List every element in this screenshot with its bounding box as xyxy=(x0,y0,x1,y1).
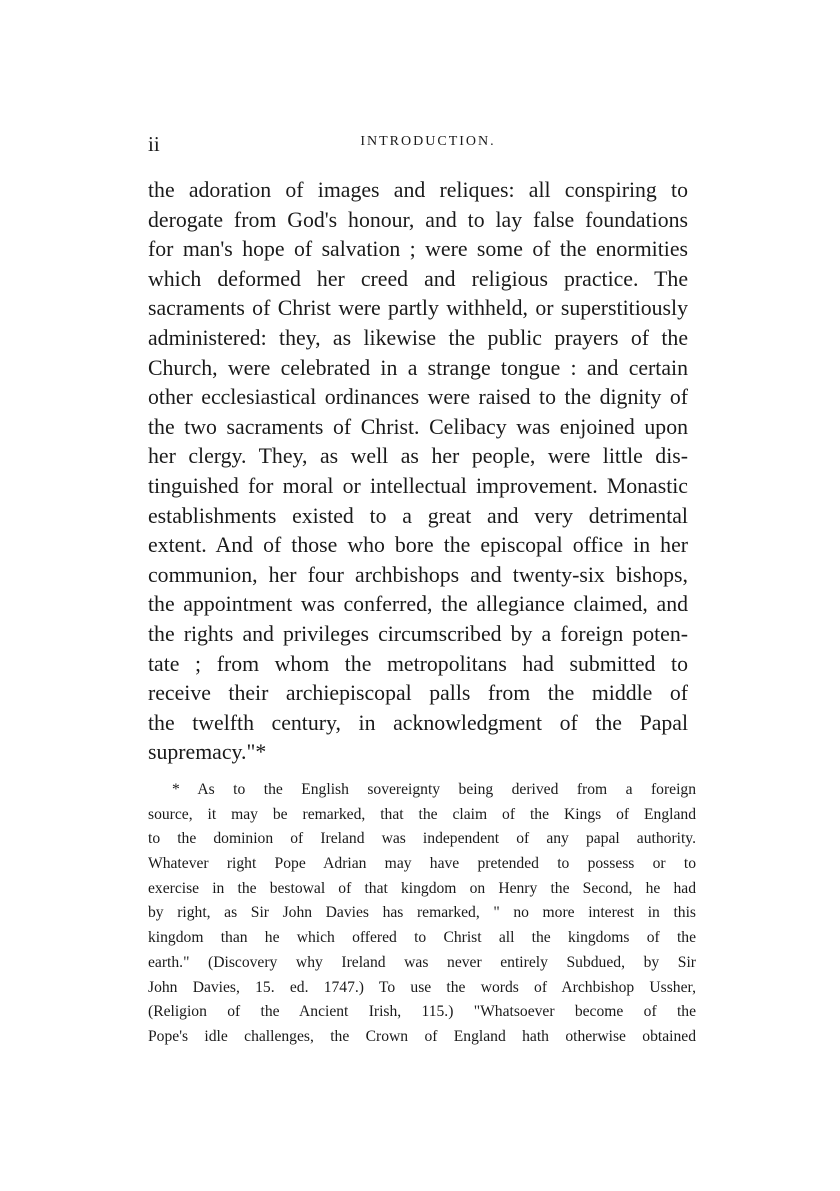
footnote-line: John Davies, 15. ed. 1747.) To use the words of Archbishop Ussher, xyxy=(148,978,696,996)
body-line: for man's hope of salvation ; were some of the enormities xyxy=(148,237,688,262)
body-line: the two sacraments of Christ. Celibacy was enjoined upon xyxy=(148,414,688,439)
footnote-line: source, it may be remarked, that the claim of the Kings of England xyxy=(148,805,696,823)
body-line: the appointment was conferred, the allegiance claimed, and xyxy=(148,592,688,617)
footnote-line: * As to the English sovereignty being derived from a foreign xyxy=(172,781,696,798)
body-line: the rights and privileges circumscribed by a foreign poten- xyxy=(148,621,688,646)
footnote-line: (Religion of the Ancient Irish, 115.) "Whatsoever become of the xyxy=(148,1003,696,1021)
body-line: tinguished for moral or intellectual improvement. Monastic xyxy=(148,473,688,498)
body-line: extent. And of those who bore the episcopal office in her xyxy=(148,533,688,558)
body-line: her clergy. They, as well as her people, were little dis- xyxy=(148,444,688,469)
body-line: the adoration of images and reliques: all conspiring to xyxy=(148,178,688,202)
footnote xyxy=(148,778,696,1050)
body-line: administered: they, as likewise the public prayers of the xyxy=(148,325,688,350)
body-line: the twelfth century, in acknowledgment of the Papal xyxy=(148,710,688,735)
footnote-line: Pope's idle challenges, the Crown of England hath otherwise obtained xyxy=(148,1027,696,1045)
footnote-line: Whatever right Pope Adrian may have pretended to possess or to xyxy=(148,855,696,873)
page-header xyxy=(148,132,708,156)
footnote-line: kingdom than he which offered to Christ all the kingdoms of the xyxy=(148,929,696,947)
body-line: communion, her four archbishops and twenty-six bishops, xyxy=(148,562,688,587)
body-line: receive their archiepiscopal palls from the middle of xyxy=(148,681,688,706)
running-head: INTRODUCTION. xyxy=(360,134,496,149)
footnote-line: earth." (Discovery why Ireland was never entirely Subdued, by Sir xyxy=(148,953,696,971)
body-line: other ecclesiastical ordinances were raised to the dignity of xyxy=(148,385,688,410)
body-line: establishments existed to a great and very detrimental xyxy=(148,503,688,528)
body-line: tate ; from whom the metropolitans had submitted to xyxy=(148,651,688,676)
footnote-line: by right, as Sir John Davies has remarked, " no more interest in this xyxy=(148,904,696,922)
footnote-line: exercise in the bestowal of that kingdom on Henry the Second, he had xyxy=(148,879,696,897)
body-line: supremacy."* xyxy=(148,740,267,765)
footnote-line: to the dominion of Ireland was independent of any papal authority. xyxy=(148,830,696,848)
body-line: Church, were celebrated in a strange tongue : and certain xyxy=(148,355,688,380)
body-line: which deformed her creed and religious practice. The xyxy=(148,266,688,291)
body-line: derogate from God's honour, and to lay false foundations xyxy=(148,207,688,232)
body-text xyxy=(148,176,688,768)
page-number: ii xyxy=(148,132,160,156)
body-line: sacraments of Christ were partly withheld, or superstitiously xyxy=(148,296,688,321)
